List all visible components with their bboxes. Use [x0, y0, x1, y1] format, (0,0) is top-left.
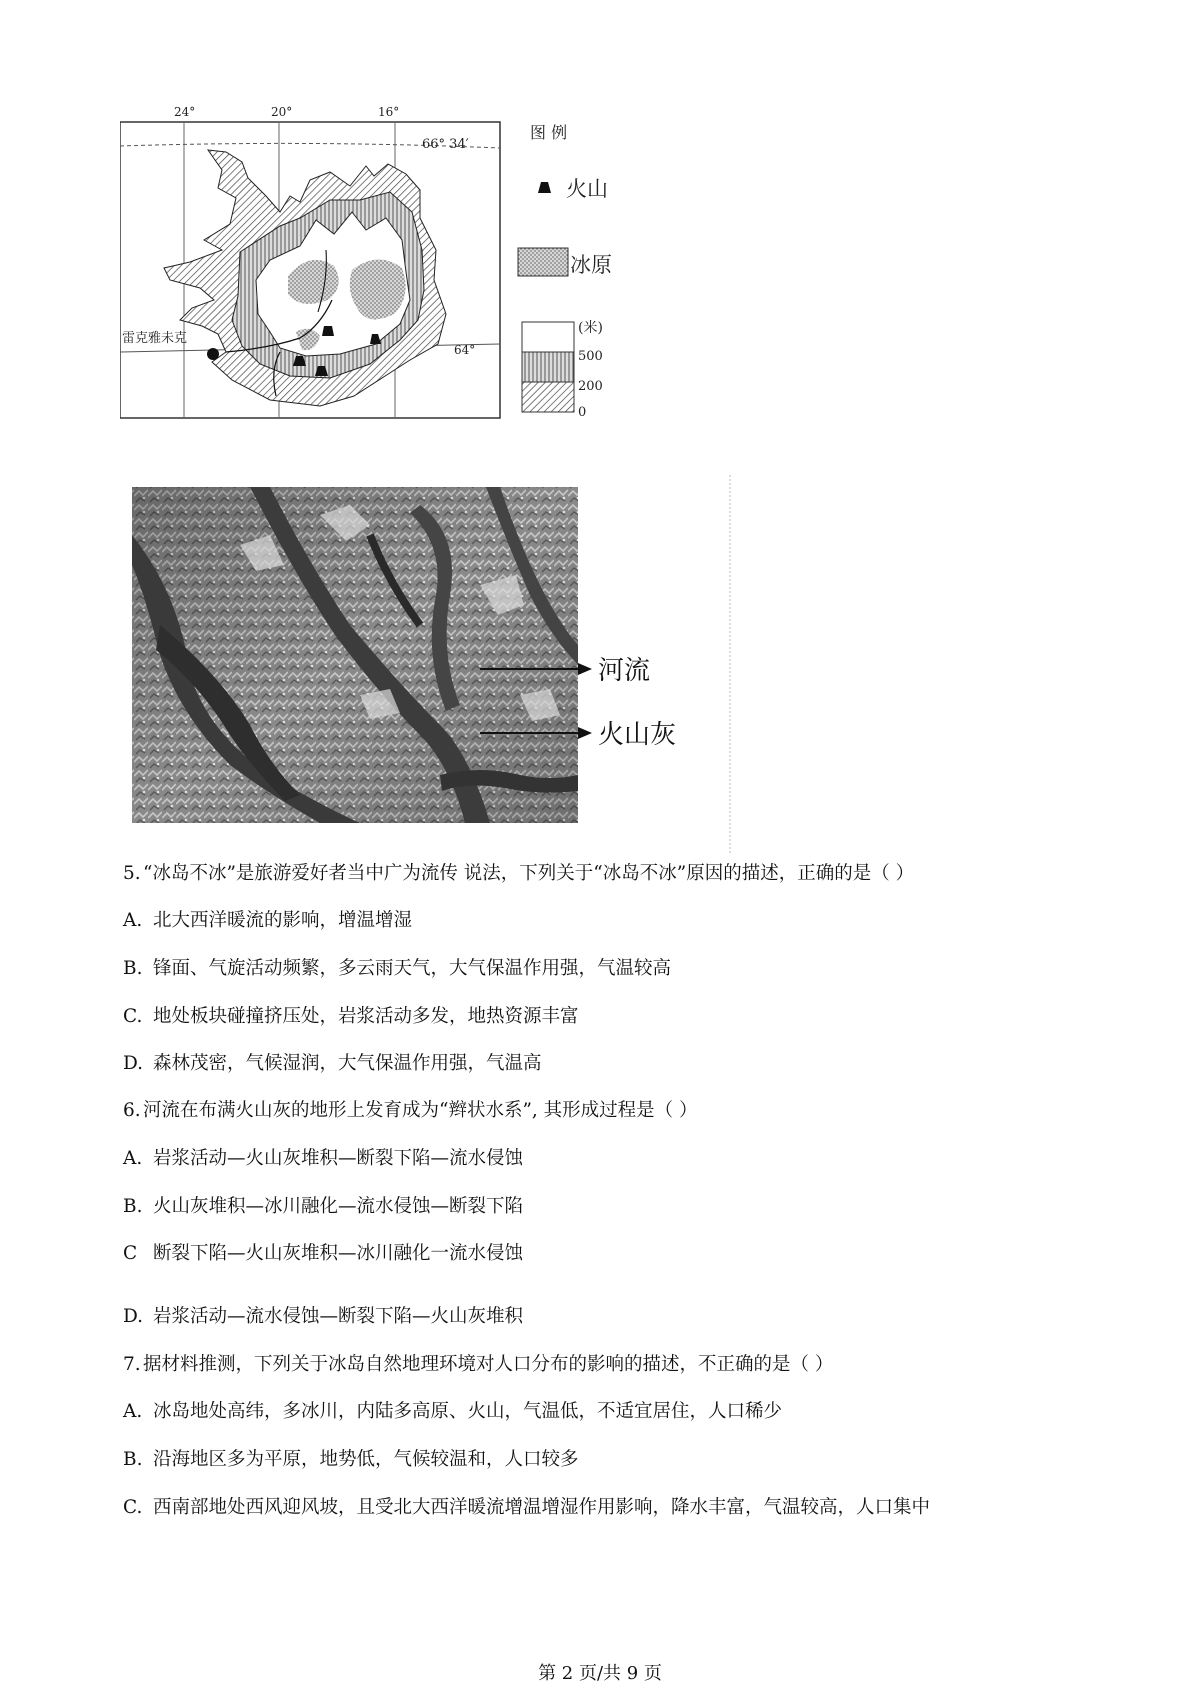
legend-elev-500: 500	[578, 349, 603, 364]
elev-swatch-low	[522, 382, 574, 412]
lat-label: 66° 34′	[422, 137, 469, 152]
elev-swatch-mid	[522, 352, 574, 382]
lon-label: 16°	[378, 105, 400, 119]
legend-volcano: 火山	[566, 177, 608, 201]
elev-swatch-high	[522, 322, 574, 352]
answer-option: C. 地处板块碰撞挤压处，岩浆活动多发，地热资源丰富	[123, 1006, 579, 1027]
iceland-map-figure	[120, 100, 680, 460]
answer-option: A. 北大西洋暖流的影响，增温增湿	[123, 910, 413, 931]
question-stem: 5. “冰岛不冰”是旅游爱好者当中广为流传 说法，下列关于“冰岛不冰”原因的描述，正确的是（ ）	[123, 863, 915, 884]
legend-elev-0: 0	[578, 405, 587, 420]
answer-option: D. 森林茂密，气候湿润，大气保温作用强，气温高	[123, 1053, 542, 1074]
lon-label: 20°	[271, 105, 293, 119]
answer-option: B. 沿海地区多为平原，地势低，气候较温和，人口较多	[123, 1449, 579, 1470]
city-label: 雷克雅未克	[122, 331, 188, 346]
answer-option: A. 冰岛地处高纬，多冰川，内陆多高原、火山，气温低，不适宜居住，人口稀少	[123, 1401, 783, 1422]
label-river: 河流	[598, 656, 651, 686]
legend-unit: (米)	[578, 320, 603, 336]
page-footer: 第 2 页/共 9 页	[538, 1663, 662, 1684]
answer-option: D. 岩浆活动—流水侵蚀—断裂下陷—火山灰堆积	[123, 1306, 524, 1327]
lat-label: 64°	[454, 343, 476, 357]
legend-icefield: 冰原	[570, 253, 612, 277]
answer-option: B. 锋面、气旋活动频繁，多云雨天气，大气保温作用强，气温较高	[123, 958, 672, 979]
answer-option: C. 西南部地处西风迎风坡，且受北大西洋暖流增温增湿作用影响，降水丰富，气温较高，人口集中	[123, 1497, 931, 1518]
icefield-swatch	[518, 248, 568, 276]
volcano-icon	[538, 182, 551, 193]
legend-title: 图 例	[530, 123, 568, 142]
label-ash: 火山灰	[598, 720, 677, 750]
answer-option: A. 岩浆活动—火山灰堆积—断裂下陷—流水侵蚀	[123, 1148, 524, 1169]
question-stem: 7. 据材料推测，下列关于冰岛自然地理环境对人口分布的影响的描述，不正确的是（ ）	[123, 1354, 834, 1375]
question-stem: 6. 河流在布满火山灰的地形上发育成为“辫状水系”, 其形成过程是（ ）	[123, 1100, 698, 1121]
answer-option: C 断裂下陷—火山灰堆积—冰川融化一流水侵蚀	[123, 1243, 524, 1264]
braided-river-photo-figure	[120, 475, 760, 855]
lon-label: 24°	[174, 105, 196, 119]
map-legend	[518, 123, 612, 420]
legend-elev-200: 200	[578, 379, 603, 394]
city-marker-icon	[207, 348, 219, 360]
answer-option: B. 火山灰堆积—冰川融化—流水侵蚀—断裂下陷	[123, 1196, 524, 1217]
